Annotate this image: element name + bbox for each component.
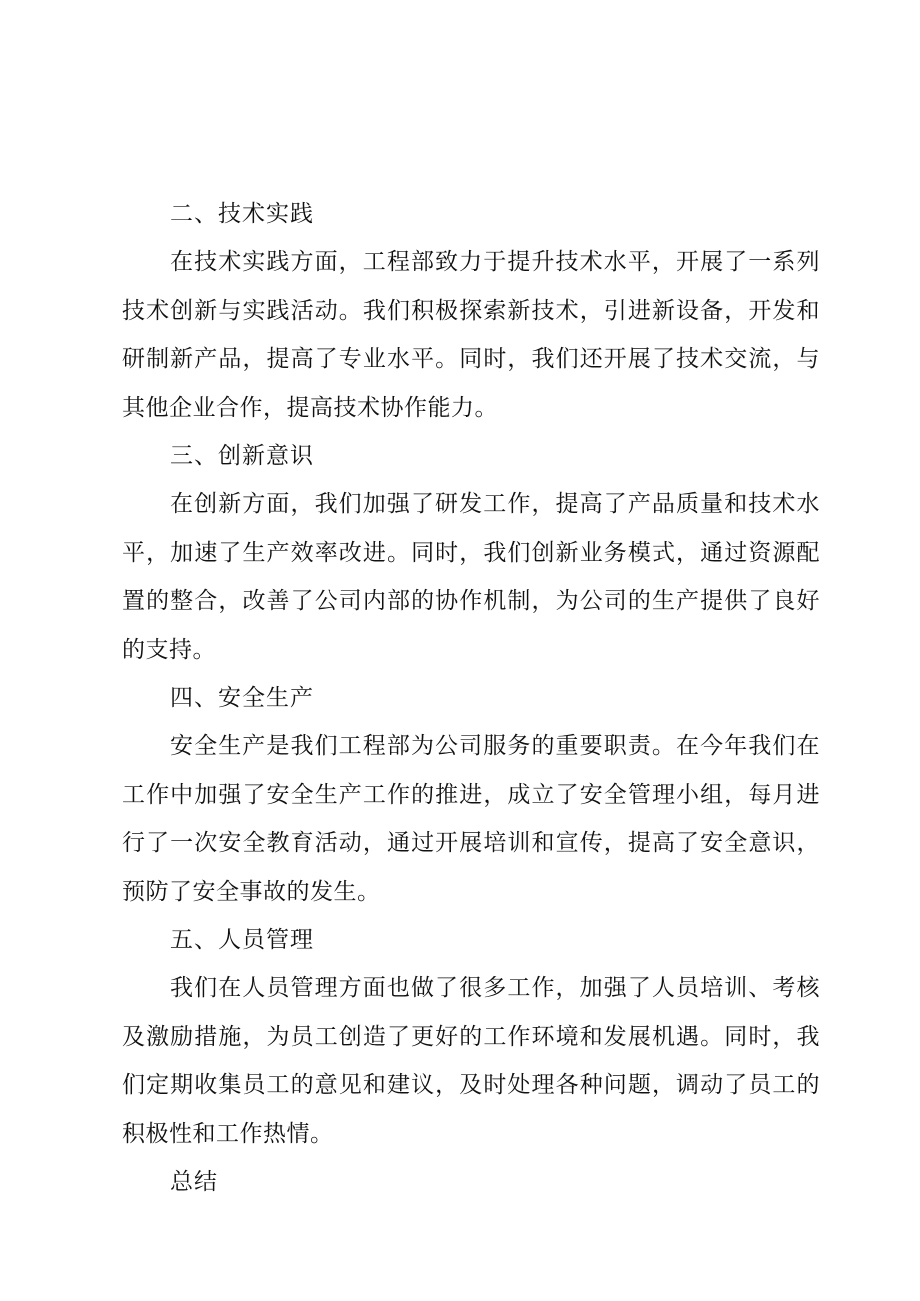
section-paragraph-personnel: 我们在人员管理方面也做了很多工作，加强了人员培训、考核及激励措施，为员工创造了更好的工作环境和发展机遇。同时，我们定期收集员工的意见和建议，及时处理各种问题，调动了员工的积极性和工作热情。	[122, 975, 820, 1147]
section-heading-personnel: 五、人员管理	[170, 927, 314, 953]
section-heading-safety: 四、安全生产	[170, 685, 314, 711]
section-paragraph-technical-practice: 在技术实践方面，工程部致力于提升技术水平，开展了一系列技术创新与实践活动。我们积极探索新技术，引进新设备，开发和研制新产品，提高了专业水平。同时，我们还开展了技术交流，与其他企业合作，提高技术协作能力。	[122, 249, 820, 421]
document-body	[122, 190, 820, 1206]
section-heading-innovation: 三、创新意识	[170, 443, 314, 469]
closing-heading: 总结	[170, 1169, 218, 1195]
section-paragraph-safety: 安全生产是我们工程部为公司服务的重要职责。在今年我们在工作中加强了安全生产工作的推进，成立了安全管理小组，每月进行了一次安全教育活动，通过开展培训和宣传，提高了安全意识，预防了安全事故的发生。	[122, 733, 820, 905]
section-heading-technical-practice: 二、技术实践	[170, 201, 314, 227]
section-paragraph-innovation: 在创新方面，我们加强了研发工作，提高了产品质量和技术水平，加速了生产效率改进。同时，我们创新业务模式，通过资源配置的整合，改善了公司内部的协作机制，为公司的生产提供了良好的支持。	[122, 491, 820, 663]
